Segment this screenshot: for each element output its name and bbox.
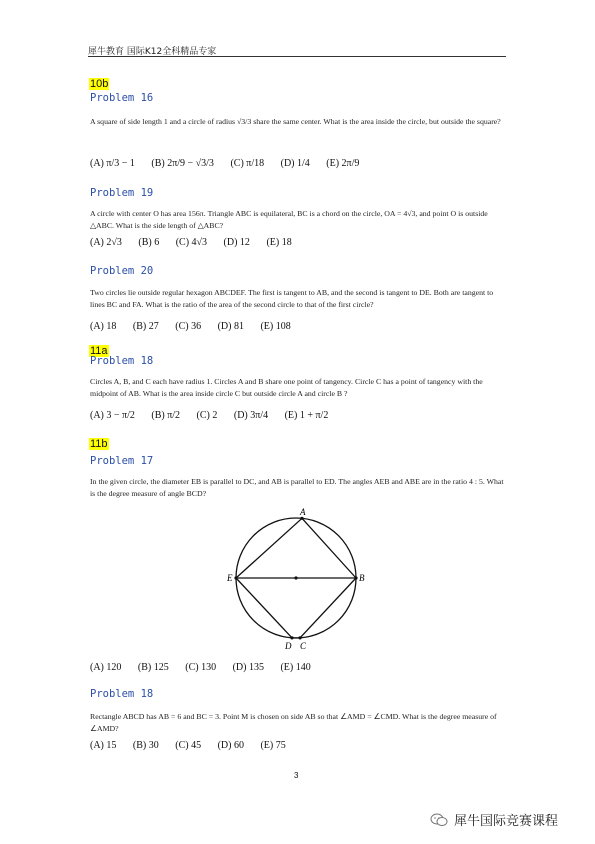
choice-c: (C) π/18 (230, 158, 265, 169)
problem-text: A circle with center O has area 156π. Triangle ABC is equilateral, BC is a chord on the circle, OA = 4√3, and point O is outside △ABC. What is the side length of △ABC? (90, 209, 488, 230)
choice-e: (E) 18 (266, 237, 292, 248)
problem-title: Problem 16 (90, 92, 154, 104)
problem-text: Two circles lie outside regular hexagon ABCDEF. The first is tangent to AB, and the second is tangent to DE. Both are tangent to lines BC and FA. What is the ratio of the area of the second circle to that of the first circle? (90, 288, 494, 309)
label-a: A (300, 507, 306, 517)
choice-a: (A) π/3 − 1 (90, 158, 135, 169)
choice-e: (E) 2π/9 (326, 158, 360, 169)
label-e: E (227, 573, 233, 583)
segment-ea (236, 518, 302, 578)
choice-b: (B) π/2 (151, 410, 181, 421)
choice-d: (D) 12 (223, 237, 250, 248)
choice-d: (D) 60 (217, 740, 244, 751)
choice-e: (E) 108 (260, 321, 291, 332)
section-tag-label: 10b (90, 78, 109, 90)
problem-title: Problem 17 (90, 455, 154, 467)
problem-title: Problem 20 (90, 265, 154, 277)
answer-choices (90, 740, 300, 751)
choice-c: (C) 45 (175, 740, 202, 751)
label-b: B (359, 573, 365, 583)
choice-e: (E) 140 (280, 662, 311, 673)
choice-e: (E) 75 (260, 740, 286, 751)
choice-a: (A) 3 − π/2 (90, 410, 135, 421)
choice-d: (D) 3π/4 (233, 410, 269, 421)
choice-b: (B) 2π/9 − √3/3 (151, 158, 214, 169)
choice-b: (B) 6 (138, 237, 160, 248)
footer-text: 犀牛国际竞赛课程 (454, 814, 559, 829)
answer-choices (90, 410, 342, 421)
problem-text: In the given circle, the diameter EB is parallel to DC, and AB is parallel to ED. The angles AEB and ABE are in the ratio 4 : 5. What is the degree measure of angle BCD? (90, 477, 504, 498)
section-tag-label: 11a (90, 345, 108, 357)
page-header: 犀牛教育 国际K12全科精品专家 (88, 47, 217, 57)
problem-text: A square of side length 1 and a circle of radius √3/3 share the same center. What is the area inside the circle, but outside the square? (90, 117, 501, 126)
wechat-icon (430, 813, 448, 827)
header-divider (88, 56, 506, 57)
choice-a: (A) 15 (90, 740, 117, 751)
choice-b: (B) 27 (132, 321, 159, 332)
problem-title: Problem 18 (90, 355, 154, 367)
choice-d: (D) 1/4 (280, 158, 310, 169)
point-a (300, 517, 303, 520)
point-c (298, 636, 301, 639)
choice-b: (B) 30 (132, 740, 159, 751)
answer-choices (90, 158, 373, 169)
point-b (354, 576, 357, 579)
section-tag-label: 11b (90, 438, 108, 450)
answer-choices (90, 321, 305, 332)
problem-text: Rectangle ABCD has AB = 6 and BC = 3. Point M is chosen on side AB so that ∠AMD = ∠CMD. What is the degree measure of ∠AMD? (90, 712, 497, 733)
choice-c: (C) 130 (185, 662, 217, 673)
page-number: 3 (294, 771, 299, 780)
problem-title: Problem 19 (90, 187, 154, 199)
choice-a: (A) 120 (90, 662, 122, 673)
answer-choices (90, 662, 325, 673)
point-e (234, 576, 237, 579)
label-d: D (285, 641, 292, 651)
choice-d: (D) 81 (217, 321, 244, 332)
choice-c: (C) 2 (196, 410, 218, 421)
choice-a: (A) 2√3 (90, 237, 122, 248)
circle-diagram (220, 505, 380, 655)
problem-title: Problem 18 (90, 688, 154, 700)
footer-watermark (430, 810, 558, 829)
section-tag-10b (89, 72, 109, 91)
problem-text: Circles A, B, and C each have radius 1. Circles A and B share one point of tangency. Circle C has a point of tangency with the midpoint of AB. What is the area inside circle C but outside circle A and circle B ? (90, 377, 483, 398)
choice-b: (B) 125 (137, 662, 169, 673)
label-c: C (300, 641, 307, 651)
section-tag-11b (89, 432, 109, 451)
point-d (290, 636, 293, 639)
choice-a: (A) 18 (90, 321, 117, 332)
answer-choices (90, 237, 306, 248)
choice-d: (D) 135 (232, 662, 264, 673)
choice-c: (C) 4√3 (175, 237, 208, 248)
center-point (294, 576, 297, 579)
choice-e: (E) 1 + π/2 (284, 410, 329, 421)
choice-c: (C) 36 (175, 321, 202, 332)
